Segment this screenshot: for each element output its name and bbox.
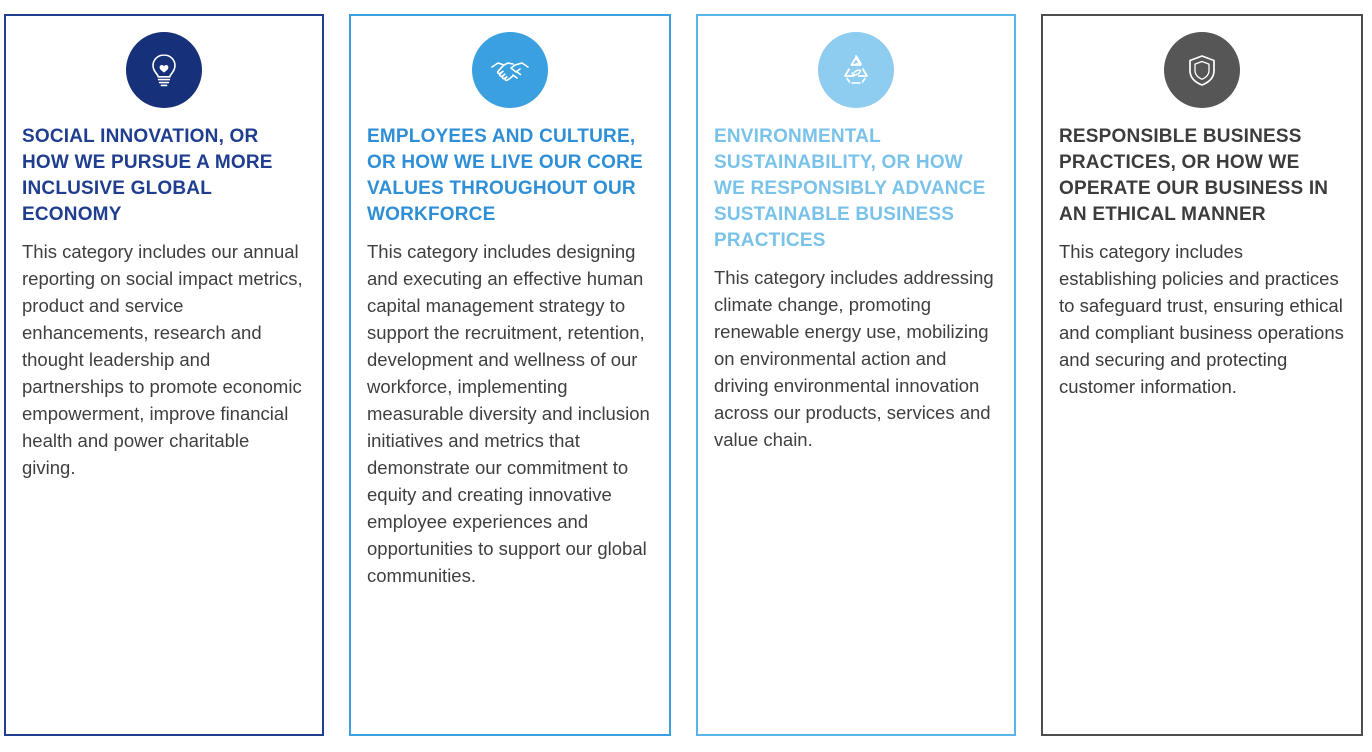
- lightbulb-heart-icon: [126, 32, 202, 108]
- card-body: This category includes designing and executing an effective human capital management strategy to support the recruitment, retention, development and wellness of our workforce, implementing measurable diversity and inclusion initiatives and metrics that demonstrate our commitment to equity and creating innovative employee experiences and opportunities to support our global communities.: [367, 241, 650, 586]
- icon-container: [22, 32, 306, 108]
- handshake-icon: [472, 32, 548, 108]
- card-title: ENVIRONMENTAL SUSTAINABILITY, OR HOW WE RESPONSIBLY ADVANCE SUSTAINABLE BUSINESS PRACTICES: [714, 126, 986, 251]
- card-body: This category includes establishing policies and practices to safeguard trust, ensuring ethical and compliant business operations and securing and protecting customer information.: [1059, 241, 1344, 397]
- icon-container: [714, 32, 998, 108]
- icon-container: [367, 32, 653, 108]
- card-title: RESPONSIBLE BUSINESS PRACTICES, OR HOW WE OPERATE OUR BUSINESS IN AN ETHICAL MANNER: [1059, 126, 1329, 225]
- card-employees-culture: [349, 14, 671, 736]
- card-body: This category includes our annual reporting on social impact metrics, product and service enhancements, research and thought leadership and partnerships to promote economic empowerment, improve financial health and power charitable giving.: [22, 241, 303, 478]
- shield-check-icon: [1164, 32, 1240, 108]
- card-body: This category includes addressing climate change, promoting renewable energy use, mobilizing on environmental action and driving environmental innovation across our products, services and value chain.: [714, 267, 994, 450]
- card-title: SOCIAL INNOVATION, OR HOW WE PURSUE A MORE INCLUSIVE GLOBAL ECONOMY: [22, 126, 273, 225]
- card-environmental-sustainability: [696, 14, 1016, 736]
- icon-container: [1059, 32, 1345, 108]
- card-responsible-business: [1041, 14, 1363, 736]
- top-partial-text: [28, 0, 328, 8]
- card-title: EMPLOYEES AND CULTURE, OR HOW WE LIVE OUR CORE VALUES THROUGHOUT OUR WORKFORCE: [367, 126, 643, 225]
- recycle-leaf-icon: [818, 32, 894, 108]
- card-social-innovation: [4, 14, 324, 736]
- card-list: [4, 14, 1363, 736]
